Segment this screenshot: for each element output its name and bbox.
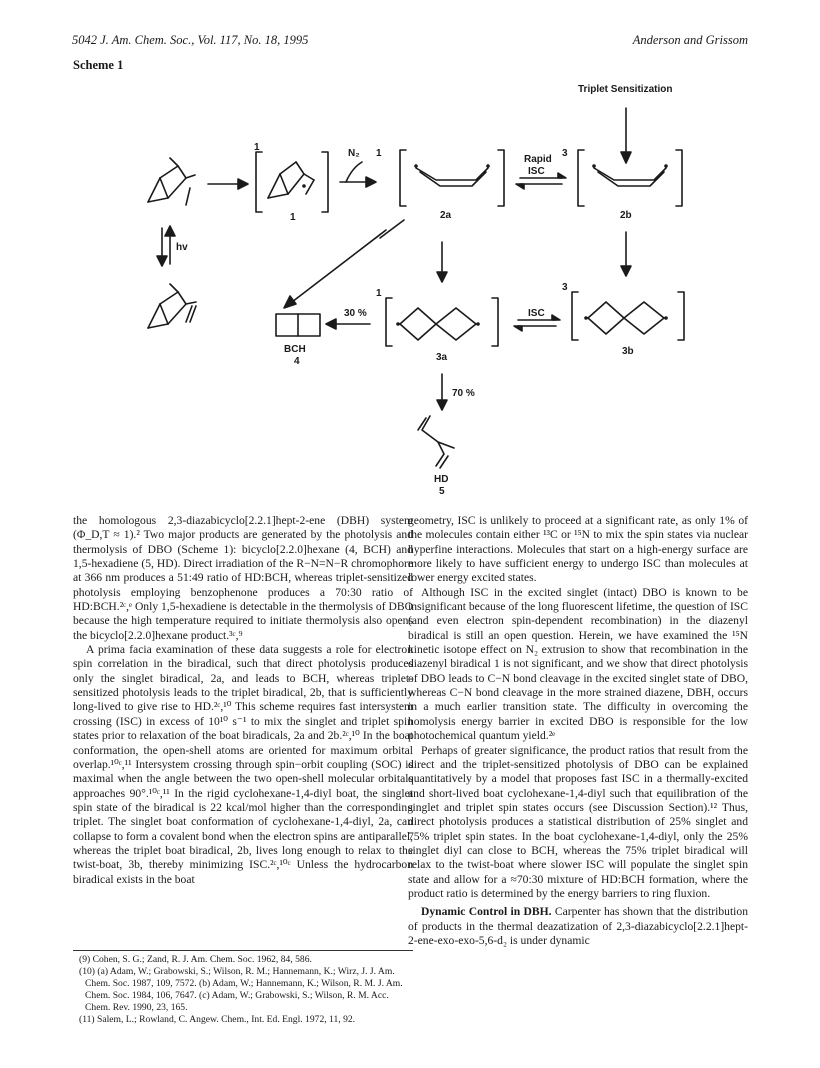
- arrow-3a-to-bch: [326, 319, 370, 329]
- pct-30-label: 30 %: [344, 308, 367, 319]
- label-3a: 3a: [436, 352, 448, 363]
- paragraph: Although ISC in the excited singlet (intact) DBO is known to be insignificant because of the long fluorescent lifetime, the question of ISC (and even electron spin-dependent recombination) in the diazenyl biradical is still an open question. Herein, we have examined the ¹⁵N kinetic isotope effect on N₂ extrusion to show that recombination in the diazenyl biradical 1 is not significant, and we show that direct photolysis of DBO leads to C−N bond cleavage in the excited singlet state of DBO, whereas C−N bond cleavage in the more strained diazene, DBH, occurs in a much earlier transition state. The difficulty in overcoming the homolysis energy barrier in excited DBO is responsible for the low photochemical quantum yield.²ᵉ: [408, 585, 748, 743]
- boat-biradical-2a: [400, 150, 504, 206]
- reference-9: (9) Cohen, S. G.; Zand, R. J. Am. Chem. Soc. 1962, 84, 586.: [79, 954, 312, 965]
- right-column: [408, 514, 748, 948]
- hv-label: hv: [176, 242, 188, 253]
- mult-3b: 3: [562, 282, 568, 293]
- reference-11: (11) Salem, L.; Rowland, C. Angew. Chem., Int. Ed. Engl. 1972, 11, 92.: [79, 1014, 356, 1025]
- mult-2a: 1: [376, 148, 382, 159]
- footnotes: [73, 950, 413, 1026]
- arrow-diazenyl-to-bch: [284, 230, 386, 308]
- twist-boat-3b: [572, 292, 684, 340]
- excited-dbo-structure: [148, 158, 195, 205]
- arrow-2b-to-3b: [621, 232, 631, 276]
- section-paragraph: [408, 905, 748, 948]
- hv-arrows: [157, 226, 175, 266]
- pct-70-label: 70 %: [452, 388, 475, 399]
- label-3b: 3b: [622, 346, 634, 357]
- mult-3a: 1: [376, 288, 382, 299]
- paragraph: Perhaps of greater significance, the product ratios that result from the direct and the triplet-sensitized photolysis of DBO can be explained quantitatively by a model that proposes fast ISC in a thermally-excited and short-lived boat cyclohexane-1,4-diyl such that equilibration of the singlet and triplet spin states occurs (see Discussion Section).¹² Thus, direct photolysis produces a statistical distribution of 25% singlet and 75% triplet spin states. In the boat cyclohexane-1,4-diyl, only the 25% singlet diyl can close to BCH, whereas the 75% triplet biradical will relax to the twist-boat where slower ISC will populate the singlet spin state and allow for a ≈70:30 mixture of HD:BCH formation, where the product ratio is determined by the energy barriers to ring fluxion.: [408, 743, 748, 900]
- boat-biradical-2b: [578, 150, 682, 206]
- isc-label: ISC: [528, 308, 545, 319]
- label-2b: 2b: [620, 210, 632, 221]
- rapid-label: Rapid: [524, 154, 552, 165]
- diazenyl-biradical-structure: [256, 152, 328, 212]
- paragraph: geometry, ISC is unlikely to proceed at a significant rate, as only 1% of the molecules contain either ¹³C or ¹⁵N to mix the spin states via nuclear hyperfine interactions. Molecules that start on a high-energy surface are more likely to have sufficient energy to undergo ISC than molecules at lower energy excited states.: [408, 514, 748, 585]
- twist-boat-3a: [386, 298, 498, 346]
- running-header: [72, 33, 748, 49]
- triplet-sensitization-label: Triplet Sensitization: [578, 84, 673, 95]
- triplet-sensitization-arrow: [621, 108, 631, 163]
- n2-label: N₂: [348, 148, 360, 159]
- diazenyl-number: 1: [290, 212, 296, 223]
- arrow-to-diazenyl: [208, 179, 248, 189]
- reference-10: (10) (a) Adam, W.; Grabowski, S.; Wilson, R. M.; Hannemann, K.; Wirz, J. J. Am. Chem. Soc. 1987, 109, 7572. (b) Adam, W.; Hannemann, K.; Wilson, R. M. J. Am. Chem. Soc. 1984, 106, 7647. (c) Adam, W.; Grabowski, S.; Wilson, R. M. Acc. Chem. Rev. 1990, 23, 165.: [79, 966, 403, 1013]
- n2-loss-arrow: [340, 162, 376, 187]
- dbo-structure: [148, 284, 196, 328]
- paragraph: the homologous 2,3-diazabicyclo[2.2.1]hept-2-ene (DBH) system (Φ_D,T ≈ 1).² Two major products are generated by the photolysis and thermolysis of DBO (Scheme 1): bicyclo[2.2.0]hexane (4, BCH) and 1,5-hexadiene (5, HD). Direct irradiation of the R−N=N−R chromophore at 366 nm produces a 51:49 ratio of HD:BCH, whereas triplet-sensitized photolysis employing benzophenone produces a 70:30 ratio of HD:BCH.²ᶜ,ᵉ Only 1,5-hexadiene is detectable in the thermolysis of DBO because the high temperature required to initiate thermolysis also opens the bicyclo[2.2.0]hexane product.³ᶜ,⁹: [73, 514, 413, 642]
- mult-2b: 3: [562, 148, 568, 159]
- hd-label: HD: [434, 474, 449, 485]
- arrow-2a-to-3a: [437, 242, 447, 282]
- section-text: Carpenter has shown that the distribution of products in the thermal deazatization of 2,3-diazabicyclo[2.2.1]hept-2-ene-exo-exo-5,6-d₂ is under dynamic: [408, 905, 748, 947]
- hd-structure: [418, 416, 454, 468]
- journal-citation: 5042 J. Am. Chem. Soc., Vol. 117, No. 18, 1995: [72, 33, 309, 47]
- section-heading: Dynamic Control in DBH.: [421, 905, 552, 919]
- left-column: [73, 514, 413, 887]
- hd-number: 5: [439, 486, 445, 497]
- rapid-isc-label: ISC: [528, 166, 545, 177]
- authors: Anderson and Grissom: [632, 33, 748, 47]
- arrow-3a-to-hd: [437, 374, 447, 410]
- reaction-scheme: [0, 70, 820, 510]
- mult-diazenyl: 1: [254, 142, 260, 153]
- label-2a: 2a: [440, 210, 452, 221]
- bch-number: 4: [294, 356, 300, 367]
- scheme-title: Scheme 1: [73, 58, 124, 72]
- bch-structure: [276, 314, 320, 336]
- paragraph: A prima facia examination of these data suggests a role for electron spin correlation in the biradical, such that direct photolysis produces only the singlet biradical, 2a, and leads to BCH, whereas triplet-sensitized photolysis leads to the triplet biradical, 2b, that is sufficiently long-lived to give rise to HD.²ᶜ,¹⁰ This scheme requires fast intersystem crossing (ISC) in excess of 10¹⁰ s⁻¹ to mix the singlet and triplet spin states prior to relaxation of the boat biradicals, 2a and 2b.²ᶜ,¹⁰ In the boat conformation, the open-shell atoms are oriented for maximum orbital overlap.¹⁰ᶜ,¹¹ Intersystem crossing through spin−orbit coupling (SOC) is maximal when the angle between the two open-shell molecular orbitals approaches 90°.¹⁰ᶜ,¹¹ In the rigid cyclohexane-1,4-diyl boat, the singlet spin state of the biradical is 22 kcal/mol higher than the corresponding triplet. The singlet boat conformation of cyclohexane-1,4-diyl, 2a, can collapse to form a covalent bond when the electron spins are antiparallel, whereas the triplet boat biradical, 2b, lives long enough to relax to the twist-boat, 3b, thereby minimizing ISC.²ᶜ,¹⁰ᶜ Unless the hydrocarbon biradical exists in the boat: [73, 643, 413, 886]
- bch-label: BCH: [284, 344, 306, 355]
